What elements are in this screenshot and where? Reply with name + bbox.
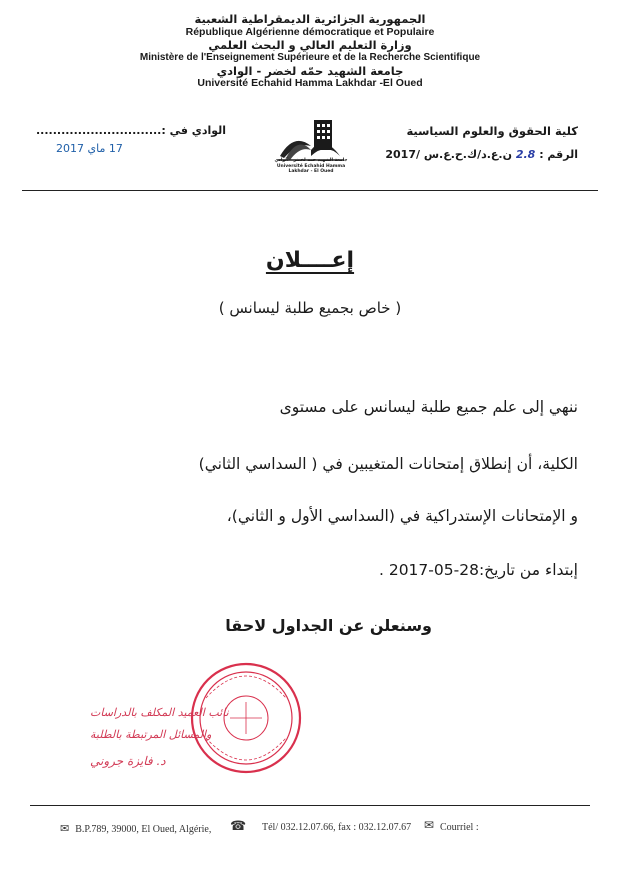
logo-caption-fr: Université Echahid Hamma Lakhdar - El Oued (276, 164, 346, 174)
announcement-title-text: إعــــلان (265, 248, 355, 273)
signature-name: د. فايزة جروني (90, 754, 166, 768)
announcement-title (0, 248, 620, 273)
announcement-subtitle: ( خاص بجميع طلبة ليسانس ) (218, 299, 402, 317)
faculty-name: كلية الحقوق والعلوم السياسية (406, 124, 578, 138)
closing-statement: وسنعلن عن الجداول لاحقا (225, 616, 432, 635)
footer-phone (230, 818, 252, 834)
signature-title-line-1: نائب العميد المكلف بالدراسات (90, 706, 229, 719)
body-line-3: و الإمتحانات الإستدراكية في (السداسي الأول و الثاني)، (226, 507, 578, 525)
header-ministry-ar: وزارة التعليم العالي و البحث العلمي (208, 38, 412, 52)
body-line-1: ننهي إلى علم جميع طلبة ليسانس على مستوى (279, 398, 578, 416)
header-divider (22, 190, 598, 191)
date-stamp: 17 ماي 2017 (56, 142, 123, 155)
body-line-4: إبتداء من تاريخ:28-05-2017 . (378, 561, 578, 579)
mail-icon: ✉ (60, 823, 70, 835)
telephone-icon: ☎ (230, 818, 247, 833)
reference-label: الرقم : (539, 148, 578, 161)
reference-fill: 2.8 (515, 148, 536, 161)
footer-address (60, 822, 211, 835)
reference-code: ن.ع.د/ك.ح.ع.س /2017 (385, 148, 512, 161)
header-republic-fr: République Algérienne démocratique et Populaire (185, 26, 435, 38)
footer-email-icon-wrap (424, 818, 440, 833)
reference-number (385, 148, 578, 161)
city-date-label: الوادي في :.............................. (36, 124, 227, 137)
body-line-2: الكلية، أن إنطلاق إمتحانات المتغيبين في ( السداسي الثاني) (198, 455, 578, 473)
footer-phone-fax: Tél/ 032.12.07.66, fax : 032.12.07.67 (262, 822, 412, 833)
email-icon: ✉ (424, 818, 435, 832)
header-university-ar: جامعة الشهيد حمّه لخضر - الوادي (216, 64, 404, 78)
header-republic-ar: الجمهورية الجزائرية الديمقراطية الشعبية (194, 12, 426, 26)
footer-email-label: Courriel : (440, 822, 479, 833)
signature-title-line-2: والمسائل المرتبطة بالطلبة (90, 728, 212, 741)
footer-address-text: B.P.789, 39000, El Oued, Algérie, (75, 824, 212, 835)
logo-caption-ar: جامعة الشهيد حمه لخضر - الوادي (274, 158, 348, 163)
header-university-fr: Université Echahid Hamma Lakhdar -El Oued (197, 77, 423, 89)
footer-divider (30, 805, 590, 806)
header-ministry-fr: Ministère de l'Enseignement Supérieure et de la Recherche Scientifique (139, 52, 481, 63)
